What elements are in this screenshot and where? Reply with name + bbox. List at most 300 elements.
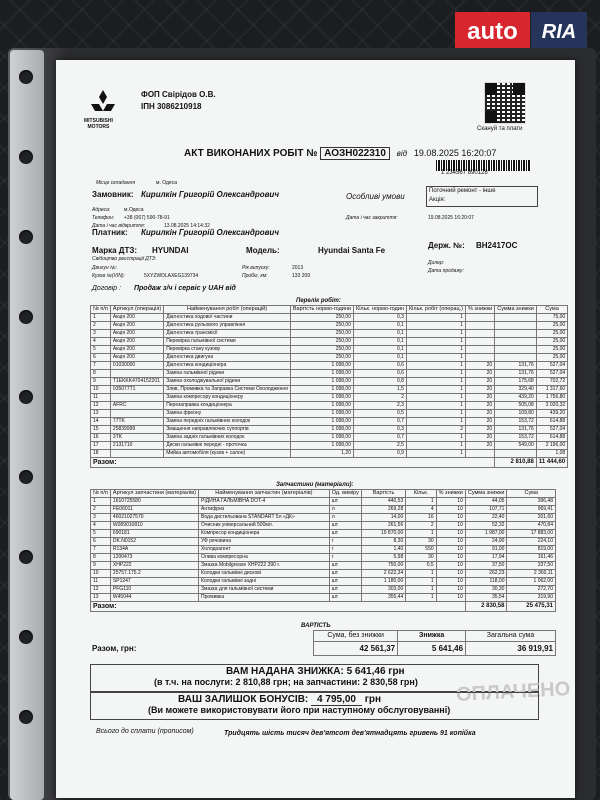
works-cell: 3 [91,329,111,337]
parts-cell: г [329,537,361,545]
works-cell: 1,5 [354,385,407,393]
works-cell: 0,6 [354,361,407,369]
works-header-cell: % знижки [466,306,495,314]
works-cell: Акція 200 [110,313,163,321]
works-cell: 175,68 [495,377,537,385]
works-cell: 15 [91,425,111,433]
works-row [91,385,568,393]
works-cell: Акція 200 [110,353,163,361]
works-cell [495,353,537,361]
model-value: Hyundai Santa Fe [318,246,386,255]
parts-cell: 19 870,00 [361,529,405,537]
works-cell [495,321,537,329]
binder-hole [19,230,33,244]
works-cell: 20 [466,393,495,401]
works-cell: Заміна охолоджувальної рідини [164,377,291,385]
make-value: HYUNDAI [152,246,189,255]
address-value: м.Одеса [124,207,144,213]
works-cell: 7 [91,361,111,369]
customer-label: Замовник: [92,190,134,199]
works-cell: 527,04 [536,425,567,433]
works-cell: 75,00 [536,313,567,321]
summary-col-discount: Знижка [398,631,466,642]
parts-cell: 690181 [110,529,198,537]
parts-cell: 11 [91,577,111,585]
parts-cell: 16 [406,513,436,521]
parts-cell: г [329,553,361,561]
works-cell: 20 [466,401,495,409]
works-cell: 25,00 [536,353,567,361]
works-cell [466,329,495,337]
act-title: АКТ ВИКОНАНИХ РОБІТ № АОЗН022310 від 19.08.2025 16:20:07 [184,148,497,159]
works-cell: 8 [91,369,111,377]
works-cell: 11 [91,393,111,401]
parts-row [91,561,556,569]
parts-row [91,521,556,529]
works-cell: 1 317,60 [536,385,567,393]
parts-header-cell: % знижки [436,490,465,498]
parts-cell: FE06011 [110,505,198,513]
works-cell: 77TK [110,417,163,425]
works-cell: 250,00 [290,345,353,353]
works-cell: 250,00 [290,329,353,337]
parts-cell: 470,84 [507,521,556,529]
summary-caption: ВАРТІСТЬ [301,623,331,629]
parts-cell: 17 883,00 [507,529,556,537]
works-cell: 25,00 [536,321,567,329]
works-cell: Заміна передніх гальмівних колодок [164,417,291,425]
works-cell: 01030000 [110,361,163,369]
parts-cell: 25757.175.2 [110,569,198,577]
parts-cell: шт [329,577,361,585]
works-cell: 16 [91,433,111,441]
works-cell [466,345,495,353]
parts-row [91,593,556,601]
works-cell: Акція 200 [110,329,163,337]
parts-cell: 750,00 [361,561,405,569]
parts-cell: 272,70 [507,585,556,593]
works-cell: 1 098,00 [290,361,353,369]
vin-label: Кузов №(VIN): [92,273,125,279]
parts-cell: 30 [406,553,436,561]
works-header-cell: Вартість нормо-години [290,306,353,314]
works-cell: 527,04 [536,361,567,369]
works-cell: T1EKKK4704152201 [110,377,163,385]
works-cell: Діагностика рульового управління [164,321,291,329]
works-cell: Заміна задніх гальмівних колодок [164,433,291,441]
works-cell: 2,5 [354,441,407,449]
parts-cell: 10 [436,521,465,529]
binder-hole [19,630,33,644]
works-row [91,433,568,441]
works-cell: 549,00 [495,441,537,449]
brand-name: MITSUBISHI MOTORS [84,118,113,130]
parts-cell: 2 622,34 [361,569,405,577]
tax-id: ІПН 3086210918 [141,102,202,111]
parts-cell: 4 [406,505,436,513]
works-cell: 1 098,00 [290,409,353,417]
parts-cell: 13 [91,593,111,601]
parts-cell: 5 [91,529,111,537]
parts-cell: 262,23 [465,569,507,577]
works-row [91,329,568,337]
works-cell: 2,3 [354,401,407,409]
parts-cell: 10 [436,529,465,537]
parts-cell: шт [329,521,361,529]
special-conditions: Особливі умови [346,192,405,201]
customer-name: Кирилкін Григорій Олександрович [141,190,279,199]
parts-cell: г [329,545,361,553]
parts-table [90,489,556,612]
parts-cell: 10 [436,537,465,545]
works-cell: 0,8 [354,377,407,385]
address-label: Адреса: [92,207,111,213]
works-cell: 9 [91,377,111,385]
parts-cell: 201,60 [507,513,556,521]
works-cell: 12 [91,401,111,409]
parts-cell: 30,30 [465,585,507,593]
parts-cell: 7 [91,545,111,553]
works-cell [466,449,495,457]
works-cell: 1 [406,441,465,449]
works-cell: 0,7 [354,433,407,441]
works-row [91,417,568,425]
parts-cell: 161,46 [507,553,556,561]
parts-cell: Колодки гальмівні дискові [199,569,330,577]
parts-cell: W089010810 [110,521,198,529]
works-cell: 6 [91,353,111,361]
works-cell: 14 [91,417,111,425]
works-cell: 1 [406,433,465,441]
works-row [91,401,568,409]
works-cell: 20 [466,441,495,449]
sale-date-label: Дата продажу: [428,268,464,274]
works-cell: 131,76 [495,425,537,433]
works-cell: 131,76 [495,369,537,377]
works-row [91,313,568,321]
works-cell: 25,00 [536,345,567,353]
works-cell: 0,1 [354,337,407,345]
parts-cell: 303,00 [361,585,405,593]
works-cell [110,393,163,401]
parts-cell: 14,00 [361,513,405,521]
binder-hole [19,710,33,724]
parts-cell: 8 [91,553,111,561]
works-cell [495,329,537,337]
parts-cell: 1 [406,593,436,601]
parts-header-cell: Од. виміру [329,490,361,498]
works-row [91,353,568,361]
works-cell: 20 [466,385,495,393]
parts-cell: 24,90 [465,537,507,545]
works-cell: 153,72 [495,433,537,441]
phone-value: +38 (067) 590-78-91 [124,215,170,221]
works-cell: 2 [406,425,465,433]
works-header-cell: Сумма знижки [495,306,537,314]
works-cell: 18 [91,449,111,457]
works-cell: 0,1 [354,353,407,361]
works-header-cell: Кільк. робіт (операц.) [406,306,465,314]
parts-cell: 2 [91,505,111,513]
works-header-cell: № п/п [91,306,111,314]
parts-total-label: Разом: [91,601,466,611]
parts-caption: Запчастини (матеріали): [276,482,354,488]
parts-cell: Змазка Mobilgrease XHP222 390 г. [199,561,330,569]
parts-header-cell: № п/п [91,490,111,498]
works-cell: 20 [466,369,495,377]
parts-row [91,529,556,537]
works-cell: Перевірка гальмівної системи [164,337,291,345]
place-label: Місце складання [96,180,135,186]
parts-cell: 5,98 [361,553,405,561]
works-cell: 20 [466,433,495,441]
works-cell: Перезаправка кондиціонера [164,401,291,409]
works-cell: Мийка автомобіля (кузов + салон) [164,449,291,457]
works-cell: 1 [406,337,465,345]
works-cell: 250,00 [290,313,353,321]
parts-cell: 396,48 [507,497,556,505]
works-cell: 1 [406,321,465,329]
parts-cell: 1,40 [361,545,405,553]
open-date-label: Дата і час відкриття: [92,223,146,229]
works-row [91,369,568,377]
works-cell: 3TK [110,433,163,441]
parts-cell: 969,41 [507,505,556,513]
parts-cell: 52,32 [465,521,507,529]
works-cell [110,449,163,457]
works-row [91,321,568,329]
parts-cell: 269,28 [361,505,405,513]
parts-cell: шт [329,593,361,601]
works-cell: 1 [406,385,465,393]
mileage-value: 133 209 [292,273,311,279]
parts-cell: л [329,513,361,521]
parts-cell: 10 [436,505,465,513]
parts-cell: Колодки гальмівні задні [199,577,330,585]
mitsubishi-logo-icon [86,90,120,116]
parts-cell: 0,5 [406,561,436,569]
works-total-sum: 11 444,60 [536,457,567,467]
summary-gross: 42 561,37 [314,642,398,656]
parts-cell: 44,05 [465,497,507,505]
parts-cell: 1 [91,497,111,505]
place-value: м. Одеса [156,180,177,186]
parts-cell: 819,00 [507,545,556,553]
works-row [91,337,568,345]
works-cell: AFRC [110,401,163,409]
bonus-line-2: (Ви можете використовувати його при наступному обслуговуванні) [148,705,451,715]
parts-cell: 3 [91,513,111,521]
parts-cell: шт [329,585,361,593]
works-cell: 20 [466,409,495,417]
parts-cell: 1 [406,577,436,585]
parts-cell: 9 [91,561,111,569]
works-cell: 439,20 [495,393,537,401]
parts-cell: 1 [406,529,436,537]
works-cell: Діагностика кондиціонера [164,361,291,369]
works-cell: 1 098,00 [290,433,353,441]
works-cell: 0,5 [354,409,407,417]
summary-label: Разом, грн: [92,644,137,653]
parts-cell: 10 [436,497,465,505]
works-cell [110,409,163,417]
works-cell: Злив, Промивка та Заправка Системи Охолодження [164,385,291,393]
summary-col-total: Загальна сума [466,631,556,642]
works-table [90,305,568,468]
works-cell: 20 [466,425,495,433]
parts-cell: DK.N0152 [110,537,198,545]
works-row [91,345,568,353]
make-label: Марка ДТЗ: [92,246,138,255]
parts-cell: 10 [436,545,465,553]
payer-name: Кирилкін Григорій Олександрович [141,228,279,237]
summary-col-gross: Сума, без знижки [314,631,398,642]
parts-cell: л [329,505,361,513]
works-cell [466,313,495,321]
works-row [91,393,568,401]
parts-cell: 440,53 [361,497,405,505]
works-cell [495,337,537,345]
parts-cell: 1 [406,497,436,505]
works-cell: 2 020,32 [536,401,567,409]
parts-row [91,553,556,561]
works-cell: 1 098,00 [290,425,353,433]
works-cell: 1 [406,313,465,321]
works-cell: 5 [91,345,111,353]
works-cell: 10 [91,385,111,393]
parts-cell: 550 [406,545,436,553]
works-cell: 1,20 [290,449,353,457]
parts-cell: 1 [406,585,436,593]
works-cell: 0,1 [354,345,407,353]
parts-cell: 10 [436,561,465,569]
parts-cell: 2 [406,521,436,529]
works-cell: 0,3 [354,425,407,433]
parts-header-cell: Сумма знижки [465,490,507,498]
works-cell: 1 756,80 [536,393,567,401]
parts-header-cell: Вартість [361,490,405,498]
parts-cell: 22,40 [465,513,507,521]
works-caption: Перелік робіт: [296,298,341,304]
parts-cell: 30 [406,537,436,545]
works-total-label: Разом: [91,457,495,467]
parts-cell: 1 180,00 [361,577,405,585]
parts-header-cell: Сума [507,490,556,498]
works-cell: Заміна гальмівної рідини [164,369,291,377]
works-row [91,361,568,369]
parts-cell: 261,56 [361,521,405,529]
year-value: 2013 [292,265,304,271]
works-cell: 153,72 [495,417,537,425]
works-cell: 1 098,00 [290,385,353,393]
discount-line-2: (в т.ч. на послуги: 2 810,88 грн; на запчастини: 2 830,58 грн) [154,677,418,687]
parts-row [91,537,556,545]
works-cell: 1 [406,361,465,369]
parts-cell: 319,90 [507,593,556,601]
summary-total: 36 919,91 [466,642,556,656]
works-cell: 0,3 [354,313,407,321]
works-cell: 329,40 [495,385,537,393]
works-cell: 250,00 [290,321,353,329]
parts-cell: шт [329,561,361,569]
works-cell: 1 [406,393,465,401]
works-cell: 250,00 [290,337,353,345]
works-cell: Диски гальмівні передні - проточка [164,441,291,449]
bonus-line-1: ВАШ ЗАЛИШОК БОНУСІВ: 4 795,00 грн [178,694,382,705]
close-date-value: 19.08.2025 16:20:07 [428,215,474,221]
works-cell: 439,20 [536,409,567,417]
parts-cell: 10 [436,553,465,561]
parts-cell: Промивка [199,593,330,601]
works-cell: 25839999 [110,425,163,433]
works-header-cell: Кільк. нормо-годин [354,306,407,314]
parts-cell: Олива компресорна [199,553,330,561]
works-cell: 25,00 [536,329,567,337]
works-cell: 527,04 [536,369,567,377]
paid-stamp: ОПЛАЧЕНО [455,678,571,706]
parts-cell: PFG110 [110,585,198,593]
engine-label: Двигун №: [92,265,117,271]
binder-hole [19,390,33,404]
plate-value: ВН2417ОС [476,241,518,250]
works-cell [466,353,495,361]
works-cell: 1 [91,313,111,321]
works-cell: Діагностика двигуна [164,353,291,361]
parts-cell: 118,00 [465,577,507,585]
parts-row [91,585,556,593]
works-cell [466,337,495,345]
parts-cell: РІДИНА ГАЛЬМІВНА DOT-4 [199,497,330,505]
works-cell: 109,80 [495,409,537,417]
parts-header-cell: Артикул запчастини (матеріалів) [110,490,198,498]
works-cell: 20 [466,361,495,369]
works-cell: 1 [406,401,465,409]
parts-cell: Очисник універсальний 500мл. [199,521,330,529]
works-cell: 614,88 [536,433,567,441]
works-cell [466,321,495,329]
parts-cell: 35,54 [465,593,507,601]
works-cell: Перевірка стану кузову [164,345,291,353]
dealer-label: Дилер: [428,260,445,266]
binder-hole [19,150,33,164]
parts-row [91,505,556,513]
parts-cell: 4 [91,521,111,529]
parts-row [91,569,556,577]
parts-cell: XHP222 [110,561,198,569]
works-cell: Діагностика ходової частини [164,313,291,321]
works-cell: 1 [406,369,465,377]
act-number: АОЗН022310 [320,147,390,160]
year-label: Рік випуску: [242,265,270,271]
contract-label: Договір : [92,285,122,292]
parts-cell: 224,10 [507,537,556,545]
works-cell: 1 098,00 [290,417,353,425]
works-row [91,409,568,417]
parts-cell: 10 [436,513,465,521]
works-cell: 1 098,00 [290,401,353,409]
works-cell [495,345,537,353]
act-date: 19.08.2025 16:20:07 [413,148,497,158]
works-cell: 505,08 [495,401,537,409]
works-cell: 1 098,00 [290,369,353,377]
works-cell: 614,88 [536,417,567,425]
works-cell: 250,00 [290,353,353,361]
works-cell: 1,08 [536,449,567,457]
works-cell: 1 [406,345,465,353]
works-cell: Заміна компресору кондиціонеру [164,393,291,401]
total-words-label: Всього до сплати (прописом) [96,728,194,735]
parts-cell: 10 [91,569,111,577]
